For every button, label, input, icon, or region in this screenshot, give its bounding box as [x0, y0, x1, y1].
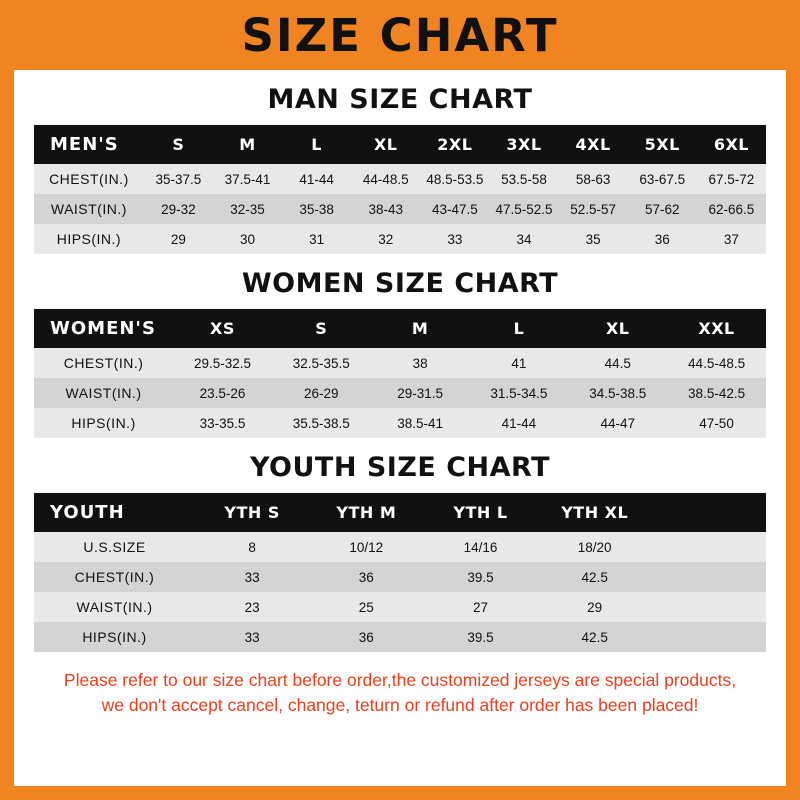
- table-cell: 35.5-38.5: [272, 408, 371, 438]
- row-label: HIPS(IN.): [34, 224, 144, 254]
- men-size-table: [34, 125, 766, 254]
- order-policy-note: [34, 668, 766, 719]
- column-header: S: [144, 125, 213, 164]
- table-cell: 29: [144, 224, 213, 254]
- column-header: MEN'S: [34, 125, 144, 164]
- column-header: L: [470, 309, 569, 348]
- table-cell: 44-48.5: [351, 164, 420, 194]
- table-cell: 29-32: [144, 194, 213, 224]
- table-row: [34, 592, 766, 622]
- section-women: [34, 268, 766, 438]
- table-cell: 37: [697, 224, 766, 254]
- table-cell: 48.5-53.5: [420, 164, 489, 194]
- table-cell: 41: [470, 348, 569, 378]
- table-cell: 52.5-57: [559, 194, 628, 224]
- table-cell: 36: [309, 562, 423, 592]
- table-row: [34, 164, 766, 194]
- table-cell: 32-35: [213, 194, 282, 224]
- table-row: [34, 348, 766, 378]
- table-cell: 32: [351, 224, 420, 254]
- column-header: YTH XL: [538, 493, 652, 532]
- header-banner: [0, 0, 800, 70]
- column-header: XS: [173, 309, 272, 348]
- table-cell: 33: [195, 622, 309, 652]
- table-cell: 42.5: [538, 562, 652, 592]
- table-cell: 35: [559, 224, 628, 254]
- footer-banner: [0, 786, 800, 800]
- table-cell: [652, 592, 766, 622]
- table-cell: 18/20: [538, 532, 652, 562]
- section-man: [34, 84, 766, 254]
- table-cell: 29-31.5: [371, 378, 470, 408]
- women-size-table: [34, 309, 766, 438]
- table-cell: 34.5-38.5: [568, 378, 667, 408]
- table-cell: 41-44: [470, 408, 569, 438]
- table-cell: 33-35.5: [173, 408, 272, 438]
- row-label: CHEST(IN.): [34, 164, 144, 194]
- table-cell: 14/16: [423, 532, 537, 562]
- column-header: L: [282, 125, 351, 164]
- column-header: XL: [351, 125, 420, 164]
- table-cell: 29: [538, 592, 652, 622]
- table-cell: 36: [309, 622, 423, 652]
- column-header: YOUTH: [34, 493, 195, 532]
- row-label: CHEST(IN.): [34, 562, 195, 592]
- content-area: [14, 84, 786, 719]
- table-cell: 35-37.5: [144, 164, 213, 194]
- table-cell: 43-47.5: [420, 194, 489, 224]
- column-header: XXL: [667, 309, 766, 348]
- table-cell: 47-50: [667, 408, 766, 438]
- column-header: WOMEN'S: [34, 309, 173, 348]
- table-cell: 39.5: [423, 562, 537, 592]
- column-header: YTH S: [195, 493, 309, 532]
- table-cell: 38-43: [351, 194, 420, 224]
- column-header: YTH L: [423, 493, 537, 532]
- table-cell: 34: [489, 224, 558, 254]
- table-cell: 32.5-35.5: [272, 348, 371, 378]
- column-header: 6XL: [697, 125, 766, 164]
- table-header-row: [34, 493, 766, 532]
- page-title: SIZE CHART: [241, 8, 559, 62]
- table-cell: 29.5-32.5: [173, 348, 272, 378]
- row-label: WAIST(IN.): [34, 194, 144, 224]
- table-cell: 31.5-34.5: [470, 378, 569, 408]
- table-row: [34, 562, 766, 592]
- table-cell: 41-44: [282, 164, 351, 194]
- table-cell: 26-29: [272, 378, 371, 408]
- table-cell: 23.5-26: [173, 378, 272, 408]
- table-cell: 42.5: [538, 622, 652, 652]
- row-label: HIPS(IN.): [34, 622, 195, 652]
- section-youth: [34, 452, 766, 652]
- table-header-row: [34, 125, 766, 164]
- table-cell: 35-38: [282, 194, 351, 224]
- table-cell: 63-67.5: [628, 164, 697, 194]
- table-header-row: [34, 309, 766, 348]
- table-row: [34, 378, 766, 408]
- table-cell: [652, 532, 766, 562]
- table-cell: 39.5: [423, 622, 537, 652]
- column-header: YTH M: [309, 493, 423, 532]
- table-cell: 31: [282, 224, 351, 254]
- column-header: [652, 493, 766, 532]
- column-header: 5XL: [628, 125, 697, 164]
- order-policy-line-1: Please refer to our size chart before order,the customized jerseys are special products,: [63, 670, 737, 690]
- column-header: M: [371, 309, 470, 348]
- order-policy-line-2: we don't accept cancel, change, teturn or refund after order has been placed!: [101, 695, 699, 716]
- table-row: [34, 224, 766, 254]
- table-row: [34, 622, 766, 652]
- table-row: [34, 408, 766, 438]
- table-cell: 8: [195, 532, 309, 562]
- table-cell: 33: [195, 562, 309, 592]
- section-title-youth: YOUTH SIZE CHART: [249, 452, 551, 483]
- table-cell: 44-47: [568, 408, 667, 438]
- table-cell: 67.5-72: [697, 164, 766, 194]
- row-label: HIPS(IN.): [34, 408, 173, 438]
- table-cell: [652, 562, 766, 592]
- table-cell: 47.5-52.5: [489, 194, 558, 224]
- row-label: WAIST(IN.): [34, 592, 195, 622]
- table-cell: [652, 622, 766, 652]
- table-row: [34, 532, 766, 562]
- table-cell: 25: [309, 592, 423, 622]
- table-row: [34, 194, 766, 224]
- table-cell: 38: [371, 348, 470, 378]
- table-cell: 38.5-41: [371, 408, 470, 438]
- youth-size-table: [34, 493, 766, 652]
- row-label: CHEST(IN.): [34, 348, 173, 378]
- table-cell: 33: [420, 224, 489, 254]
- column-header: 2XL: [420, 125, 489, 164]
- section-title-man: MAN SIZE CHART: [267, 84, 533, 115]
- section-title-women: WOMEN SIZE CHART: [241, 268, 559, 299]
- row-label: U.S.SIZE: [34, 532, 195, 562]
- table-cell: 23: [195, 592, 309, 622]
- table-cell: 27: [423, 592, 537, 622]
- table-cell: 62-66.5: [697, 194, 766, 224]
- column-header: S: [272, 309, 371, 348]
- column-header: 4XL: [559, 125, 628, 164]
- table-cell: 30: [213, 224, 282, 254]
- table-cell: 57-62: [628, 194, 697, 224]
- column-header: 3XL: [489, 125, 558, 164]
- column-header: XL: [568, 309, 667, 348]
- row-label: WAIST(IN.): [34, 378, 173, 408]
- table-cell: 53.5-58: [489, 164, 558, 194]
- table-cell: 10/12: [309, 532, 423, 562]
- column-header: M: [213, 125, 282, 164]
- table-cell: 38.5-42.5: [667, 378, 766, 408]
- table-cell: 44.5: [568, 348, 667, 378]
- table-cell: 44.5-48.5: [667, 348, 766, 378]
- table-cell: 58-63: [559, 164, 628, 194]
- table-cell: 36: [628, 224, 697, 254]
- table-cell: 37.5-41: [213, 164, 282, 194]
